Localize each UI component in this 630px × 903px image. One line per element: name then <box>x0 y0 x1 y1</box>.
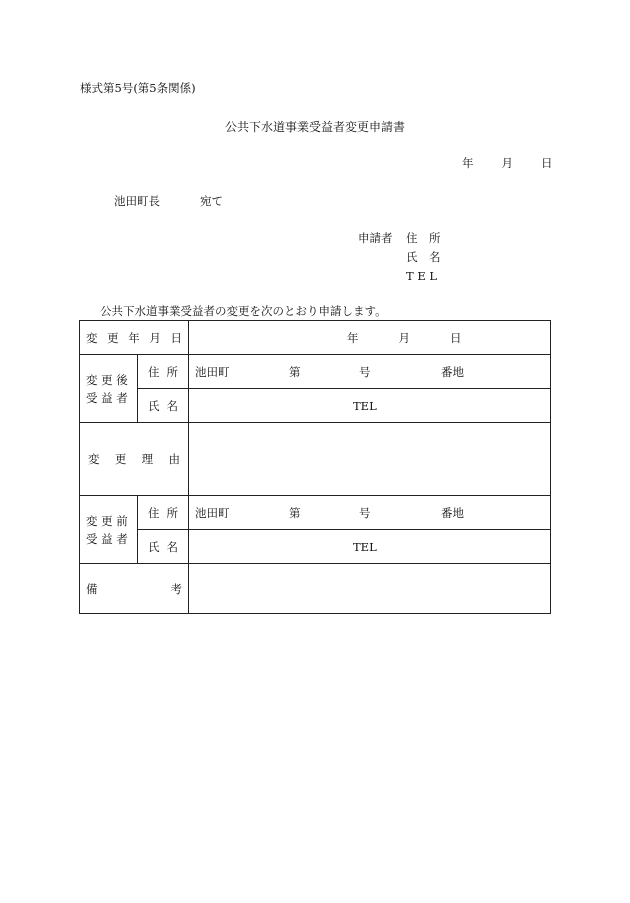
applicant-address-label: 住 所 <box>406 231 441 245</box>
change-date-year: 年 <box>347 330 359 345</box>
change-date-month: 月 <box>398 330 410 345</box>
change-date-day: 日 <box>450 330 462 345</box>
change-date-row <box>80 321 551 355</box>
after-beneficiary-label: 変 更 後 受 益 者 <box>80 355 138 423</box>
reason-label: 変 更 理 由 <box>80 423 189 496</box>
addressee-suffix: 宛て <box>200 194 223 208</box>
after-tel-label: TEL <box>353 398 377 413</box>
before-name-label: 氏 名 <box>138 530 189 564</box>
application-date <box>462 155 553 171</box>
after-address-row <box>80 355 551 389</box>
before-tel-label: TEL <box>353 539 377 554</box>
before-address-label: 住 所 <box>138 496 189 530</box>
intro-text: 公共下水道事業受益者の変更を次のとおり申請します。 <box>100 304 387 318</box>
applicant-block <box>358 229 441 286</box>
applicant-name-label: 氏 名 <box>406 250 441 264</box>
after-address-label: 住 所 <box>138 355 189 389</box>
after-name-label: 氏 名 <box>138 389 189 423</box>
after-name-row <box>80 389 551 423</box>
change-date-label: 変 更 年 月 日 <box>80 321 189 355</box>
applicant-tel-label: T E L <box>406 269 438 283</box>
document-title: 公共下水道事業受益者変更申請書 <box>224 120 405 134</box>
after-address-value[interactable]: 池田町 第 号 番地 <box>189 355 551 389</box>
form-number: 様式第5号(第5条関係) <box>80 81 196 95</box>
date-month: 月 <box>501 156 513 170</box>
addressee-name: 池田町長 <box>114 194 160 208</box>
before-name-value[interactable] <box>189 530 551 564</box>
before-address-value[interactable]: 池田町 第 号 番地 <box>189 496 551 530</box>
remarks-value[interactable] <box>189 564 551 614</box>
applicant-label: 申請者 <box>358 231 393 245</box>
application-table <box>79 320 551 614</box>
before-name-row <box>80 530 551 564</box>
before-address-row <box>80 496 551 530</box>
addressee <box>114 193 223 209</box>
date-day: 日 <box>541 156 553 170</box>
after-name-value[interactable] <box>189 389 551 423</box>
date-year: 年 <box>462 156 474 170</box>
remarks-row <box>80 564 551 614</box>
remarks-label: 備 考 <box>80 564 189 614</box>
reason-row <box>80 423 551 496</box>
change-date-value[interactable] <box>189 321 551 355</box>
before-beneficiary-label: 変 更 前 受 益 者 <box>80 496 138 564</box>
reason-value[interactable] <box>189 423 551 496</box>
